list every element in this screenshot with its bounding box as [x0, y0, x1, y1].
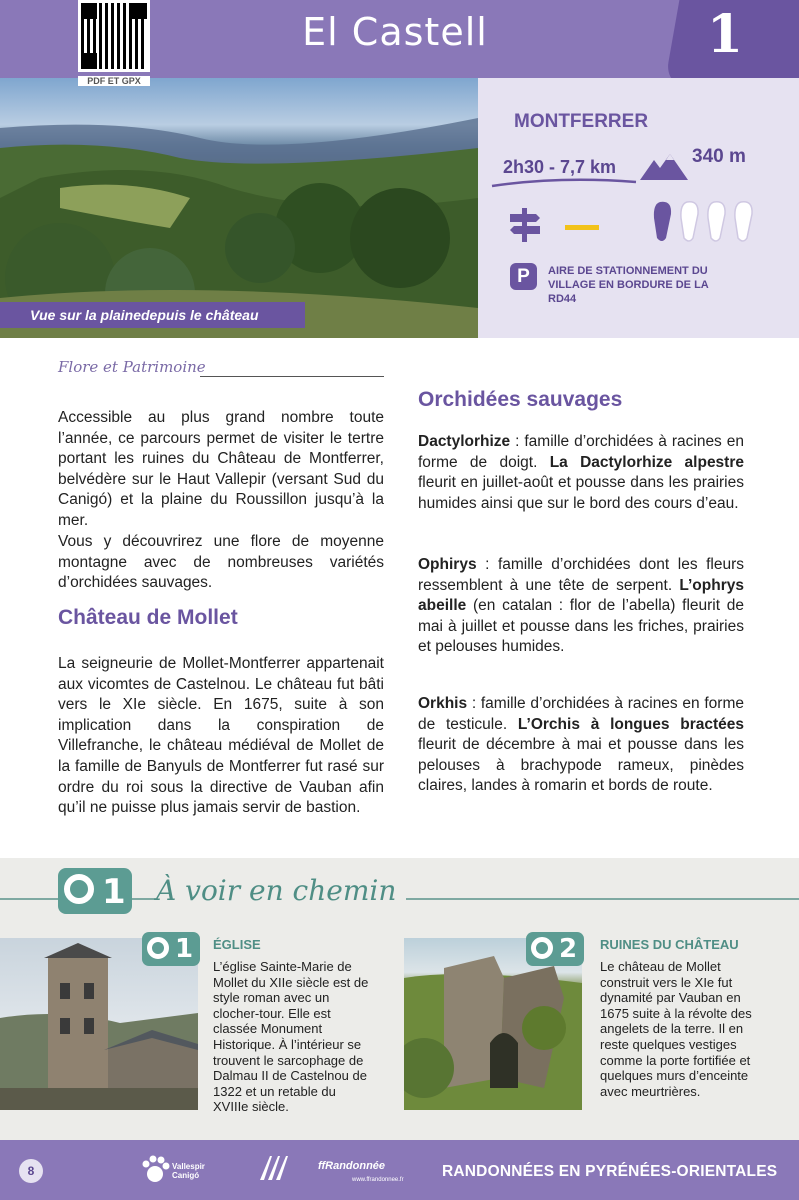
section-label: Flore et Patrimoine	[58, 358, 206, 376]
route-duration-distance: 2h30 - 7,7 km	[503, 157, 617, 177]
photo-caption: Vue sur la plainedepuis le château	[0, 302, 305, 328]
chateau-heading: Château de Mollet	[58, 606, 238, 629]
poi-text: Le château de Mollet construit vers le XIe fut dynamité par Vauban en 1675 suite à la révolte des angelets de la terre. Il en reste quelques vestiges comme la porte fortifiée et quelques murs d’enceinte avec meurtrières.	[600, 959, 752, 1099]
qr-code[interactable]	[78, 0, 150, 72]
orchid-species: L’Orchis à longues bractées	[517, 715, 744, 733]
magnifier-badge	[58, 868, 132, 914]
footprint-icon	[735, 202, 752, 241]
signpost-icon	[508, 206, 542, 244]
orchid-species: L’ophrys abeille	[418, 576, 744, 615]
section-title: À voir en chemin	[156, 874, 406, 907]
poi-text: L’église Sainte-Marie de Mollet du XIIe siècle est de style roman avec un clocher-tour. Elle est classée Monument Historique. À l’intérieur se trouvent le sarcophage de Dalmau II de Castelnou de 1322 et un retable du XVIIIe siècle.	[213, 959, 369, 1115]
poi-title: RUINES DU CHÂTEAU	[600, 937, 739, 952]
orchids-heading: Orchidées sauvages	[418, 388, 623, 411]
logo-ffrandonnee-url: www.ffrandonnee.fr	[352, 1177, 404, 1183]
footprint-icon	[708, 202, 725, 241]
section-divider	[200, 376, 384, 377]
magnifier-icon	[64, 874, 94, 904]
hero-photo	[0, 78, 478, 338]
poi-badge	[526, 932, 584, 966]
footer-title: RANDONNÉES EN PYRÉNÉES-ORIENTALES	[442, 1163, 778, 1180]
intro-paragraph-1: Accessible au plus grand nombre toute l’année, ce parcours permet de visiter le tertre portant les ruines du Château de Montferrer, belvédère sur le Haut Vallepir (versant Sud du Canigó) et la plaine du Roussillon jusqu’à la mer.	[58, 409, 384, 529]
orchid-item	[418, 555, 744, 658]
orchid-species: La Dactylorhize alpestre	[549, 453, 744, 471]
difficulty-footprints-icon	[648, 198, 758, 246]
logo-ffrandonnee: ffRandonnée	[318, 1160, 386, 1172]
chateau-text: La seigneurie de Mollet-Montferrer appartenait aux vicomtes de Castelnou. Le château fut bâti vers le XIe siècle. En 1675, suite à son implication dans la conspiration de Villefranche, le château médiéval de Mollet de la famille de Banyuls de Montferrer fut rasé sur ordre du roi sous la directive de Vauban afin qu’il ne puisse plus jamais servir de bastion.	[58, 655, 384, 817]
route-elevation: 340 m	[692, 146, 746, 167]
orchid-item	[418, 432, 744, 514]
orchid-name: Ophirys	[418, 556, 477, 573]
magnifier-icon	[531, 937, 553, 959]
orchid-desc: : famille d’orchidées à racines en forme de testicule.	[418, 695, 744, 733]
magnifier-icon	[147, 937, 169, 959]
poi-number: 2	[559, 934, 578, 964]
hiking-logo-icon	[256, 1150, 290, 1186]
orchid-item	[418, 694, 744, 797]
orchid-desc: : famille d’orchidées dont les fleurs ressemblent à une tête de serpent.	[418, 556, 744, 594]
badge-number: 1	[102, 872, 126, 912]
orchid-rest: fleurit de décembre à mai et pousse dans les pelouses à brachypode rameux, pinèdes claires, landes à romarin et bords de route.	[418, 736, 744, 795]
qr-caption: PDF ET GPX	[78, 76, 150, 86]
paw-logo-icon	[140, 1152, 170, 1186]
poi-title: ÉGLISE	[213, 937, 261, 952]
orchid-rest: fleurit en juillet-août et pousse dans les prairies humides ainsi que sur le bord des cours d’eau.	[418, 474, 744, 512]
poi-badge	[142, 932, 200, 966]
page-title: El Castell	[302, 10, 488, 54]
footprint-icon	[654, 202, 671, 241]
orchid-rest: (en catalan : flor de l’abella) fleurit de mai à juillet et pousse dans les friches, prairies et pelouses humides.	[418, 597, 744, 656]
logo-vallespir: Vallespir Canigó	[172, 1162, 205, 1180]
page-number: 8	[19, 1159, 43, 1183]
orchid-name: Orkhis	[418, 695, 468, 712]
poi-number: 1	[175, 934, 194, 964]
orchid-desc: : famille d’orchidées à racines en forme de doigt.	[418, 433, 744, 471]
route-place: MONTFERRER	[514, 111, 649, 132]
underline-swoosh-icon	[490, 176, 640, 190]
parking-icon: P	[510, 263, 537, 290]
footprint-icon	[681, 202, 698, 241]
route-number: 1	[706, 4, 744, 65]
mountain-icon	[640, 150, 690, 182]
parking-info: AIRE DE STATIONNEMENT DU VILLAGE EN BORDURE DE LA RD44	[548, 265, 709, 305]
orchid-name: Dactylorhize	[418, 433, 511, 450]
intro-paragraph-2: Vous y découvrirez une flore de moyenne montagne avec de nombreuses variétés d’orchidées sauvages.	[58, 533, 384, 592]
signage-color-marker	[565, 225, 599, 230]
